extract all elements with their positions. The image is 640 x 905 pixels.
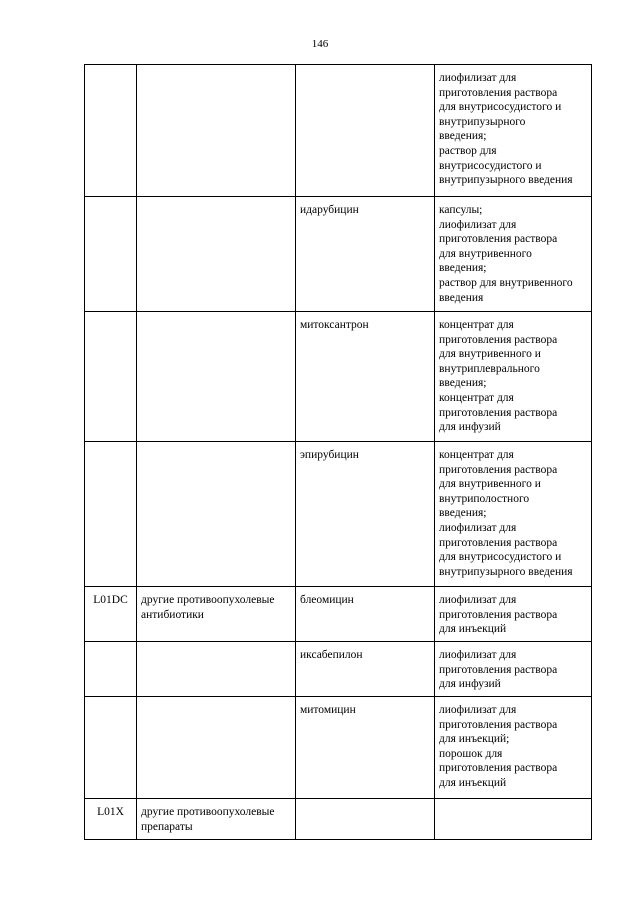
atc-code-cell [85, 197, 137, 312]
drug-name-cell: эпирубицин [296, 442, 435, 587]
group-cell [137, 442, 296, 587]
group-cell [137, 697, 296, 799]
group-cell [137, 312, 296, 442]
table-row [85, 799, 592, 840]
table-row [85, 197, 592, 312]
dosage-form-cell: лиофилизат для приготовления раствора для инфузий [435, 642, 592, 697]
table-row [85, 442, 592, 587]
group-cell [137, 197, 296, 312]
atc-code-cell: L01X [85, 799, 137, 840]
atc-code-cell: L01DC [85, 587, 137, 642]
atc-code-cell [85, 65, 137, 197]
table-row [85, 587, 592, 642]
drug-name-cell: блеомицин [296, 587, 435, 642]
table-row [85, 312, 592, 442]
group-cell [137, 642, 296, 697]
drug-table [84, 64, 592, 840]
dosage-form-cell [435, 799, 592, 840]
drug-name-cell: митомицин [296, 697, 435, 799]
group-cell: другие противоопухолевые препараты [137, 799, 296, 840]
table-row [85, 697, 592, 799]
table-row [85, 65, 592, 197]
dosage-form-cell: концентрат для приготовления раствора для внутривенного и внутриплеврального введения; концентрат для приготовления раствора для инфузий [435, 312, 592, 442]
drug-name-cell: иксабепилон [296, 642, 435, 697]
dosage-form-cell: капсулы; лиофилизат для приготовления раствора для внутривенного введения; раствор для внутривенного введения [435, 197, 592, 312]
drug-name-cell [296, 65, 435, 197]
dosage-form-cell: лиофилизат для приготовления раствора для инъекций; порошок для приготовления раствора для инъекций [435, 697, 592, 799]
dosage-form-cell: концентрат для приготовления раствора для внутривенного и внутриполостного введения; лиофилизат для приготовления раствора для внутрисосудистого и внутрипузырного введения [435, 442, 592, 587]
atc-code-cell [85, 442, 137, 587]
drug-name-cell [296, 799, 435, 840]
atc-code-cell [85, 312, 137, 442]
group-cell [137, 65, 296, 197]
drug-name-cell: митоксантрон [296, 312, 435, 442]
atc-code-cell [85, 642, 137, 697]
table-row [85, 642, 592, 697]
dosage-form-cell: лиофилизат для приготовления раствора для внутрисосудистого и внутрипузырного введения; раствор для внутрисосудистого и внутрипузырного введения [435, 65, 592, 197]
atc-code-cell [85, 697, 137, 799]
page-number: 146 [311, 38, 329, 50]
group-cell: другие противоопухолевые антибиотики [137, 587, 296, 642]
drug-name-cell: идарубицин [296, 197, 435, 312]
dosage-form-cell: лиофилизат для приготовления раствора для инъекций [435, 587, 592, 642]
